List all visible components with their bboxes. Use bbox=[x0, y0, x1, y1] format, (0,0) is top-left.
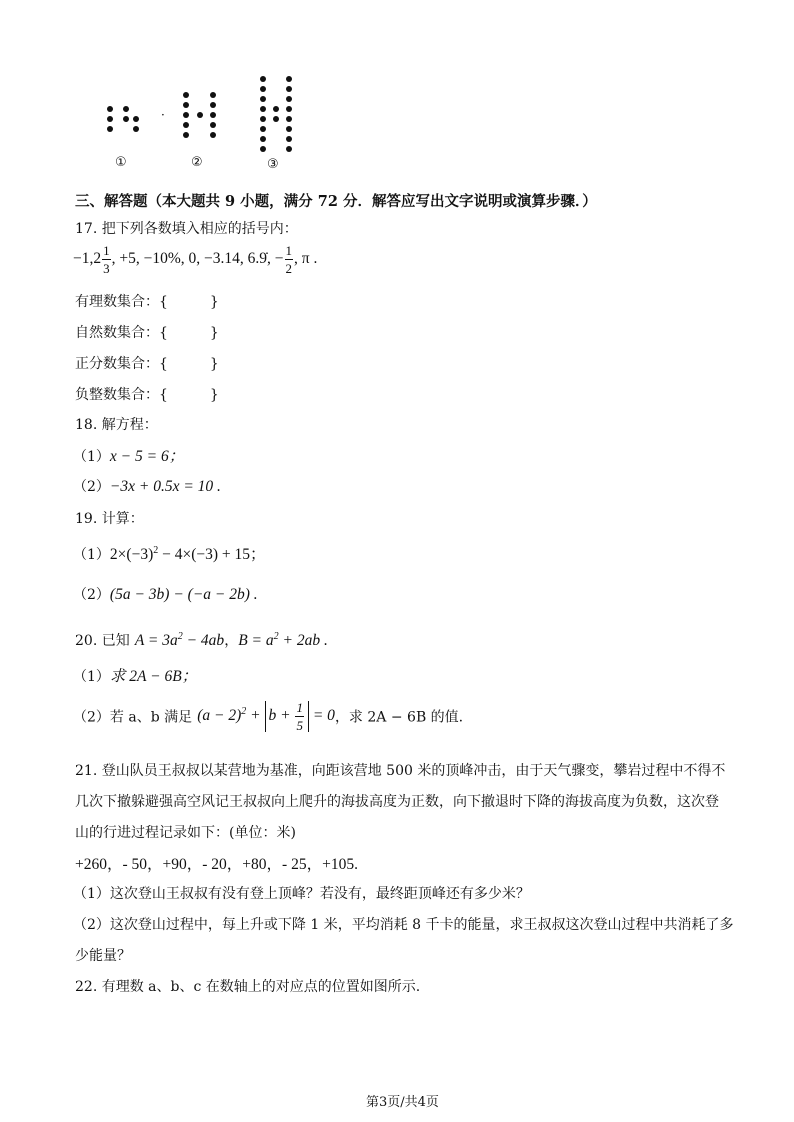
q19-part1: $(1)2\times(-3)^2 - 4\times(-3) + 15$； bbox=[73, 544, 266, 563]
figure-3-dot bbox=[260, 116, 266, 122]
figure-3-dot bbox=[260, 86, 266, 92]
q19-prompt: 19. 计算： bbox=[75, 511, 144, 527]
figure-3-dot bbox=[286, 96, 292, 102]
q17-mixed-whole: 2 bbox=[93, 250, 102, 268]
q21-line3: 山的行进过程记录如下：(单位：米) bbox=[75, 825, 296, 841]
page-footer: 第3页/共4页 bbox=[366, 1095, 439, 1110]
q22-prompt: 22. 有理数 a、b、c 在数轴上的对应点的位置如图所示. bbox=[75, 979, 421, 995]
figure-1-dot bbox=[133, 116, 139, 122]
q20-part2-condition: $(a - 2)^2 + b$ + $\frac{1}{5}$ = 0 bbox=[197, 700, 335, 733]
figure-2-dot bbox=[197, 112, 203, 118]
q19-part1-expr: $2\times(-3)^2 - 4\times(-3) + 15$； bbox=[109, 544, 266, 563]
q20-B-definition: $B = a^2 + 2ab$ . bbox=[238, 630, 328, 649]
figure-3-dot bbox=[286, 86, 292, 92]
section-title: 三、解答题（本大题共 9 小题，满分 72 分．解答应写出文字说明或演算步骤．） bbox=[75, 193, 597, 210]
figure-2-dot bbox=[210, 132, 216, 138]
figure-1-dot bbox=[107, 116, 113, 122]
q19-part2: （2）(5a − 3b) − (−a − 2b) . bbox=[73, 586, 258, 603]
q20-part1-text: 求 2A − 6B； bbox=[109, 668, 198, 685]
q21-part2-line2: 少能量？ bbox=[75, 948, 131, 964]
figure-3-dot bbox=[260, 96, 266, 102]
figure-3-dot bbox=[286, 106, 292, 112]
figure-3-dot bbox=[273, 106, 279, 112]
q17-prompt: 17. 把下列各数填入相应的括号内： bbox=[75, 221, 298, 237]
figure-3-dot bbox=[286, 76, 292, 82]
q17-numbers-b: , +5, −10%, 0, −3.14, 6.9̇, − bbox=[111, 250, 284, 268]
figure-3-dot bbox=[260, 136, 266, 142]
figure-label-2: ② bbox=[191, 155, 203, 170]
figure-2-dot bbox=[183, 92, 189, 98]
q17-half-fraction: $\frac{1}{2}$ bbox=[285, 243, 293, 276]
q18-part2: （2）−3x + 0.5x = 10 . bbox=[73, 478, 221, 495]
q20-part1: （1）求 2A − 6B； bbox=[73, 668, 198, 685]
q20-prompt: 20. 已知 $A = 3a^2 - 4ab$，$B = a^2 + 2ab$ . bbox=[75, 630, 328, 649]
q17-number-list bbox=[73, 244, 317, 275]
q20-part2: （2）若 a、b 满足 $(a - 2)^2 + b$ + $\frac{1}{5}$ = 0，求 2A − 6B 的值. bbox=[73, 700, 464, 733]
figure-1-dot bbox=[107, 126, 113, 132]
q17-set-positive-fraction: 正分数集合：{ } bbox=[75, 356, 219, 372]
figure-3-dot bbox=[273, 116, 279, 122]
figure-2-dot bbox=[183, 122, 189, 128]
figure-1-dot bbox=[133, 126, 139, 132]
figure-3-dot bbox=[260, 106, 266, 112]
figure-1-dot bbox=[123, 106, 129, 112]
figure-2-dot bbox=[210, 112, 216, 118]
figure-3-dot bbox=[286, 146, 292, 152]
q17-set-natural: 自然数集合：{ } bbox=[75, 325, 219, 341]
figure-1-dot bbox=[107, 106, 113, 112]
q17-numbers-c: , π . bbox=[294, 250, 318, 268]
q19-part2-expr: (5a − 3b) − (−a − 2b) . bbox=[109, 586, 258, 603]
figure-3-dot bbox=[260, 146, 266, 152]
q21-part2-line1: （2）这次登山过程中，每上升或下降 1 米，平均消耗 8 千卡的能量，求王叔叔这次登山过程中共消耗了多 bbox=[73, 917, 734, 933]
figure-3-dot bbox=[286, 136, 292, 142]
q21-part1: （1）这次登山王叔叔有没有登上顶峰？若没有，最终距顶峰还有多少米？ bbox=[73, 886, 530, 902]
figure-2-dot bbox=[183, 132, 189, 138]
q18-prompt: 18. 解方程： bbox=[75, 417, 158, 433]
q17-mixed-fraction: $\frac{1}{3}$ bbox=[103, 243, 110, 276]
q21-line1: 21. 登山队员王叔叔以某营地为基准，向距该营地 500 米的顶峰冲击，由于天气骤变，攀岩过程中不得不 bbox=[75, 763, 726, 779]
figure-3-dot bbox=[286, 126, 292, 132]
q18-part2-expr: −3x + 0.5x = 10 . bbox=[109, 478, 221, 495]
q20-A-definition: $A = 3a^2 - 4ab$ bbox=[134, 630, 225, 649]
figure-1-dot bbox=[123, 116, 129, 122]
absolute-value-bars: b + $\frac{1}{5}$ bbox=[265, 701, 309, 732]
figure-label-1: ① bbox=[115, 155, 127, 170]
figure-2-dot bbox=[183, 112, 189, 118]
figure-2-dot bbox=[210, 122, 216, 128]
q21-records: +260，- 50，+90，- 20，+80，- 25，+105. bbox=[75, 856, 358, 873]
figure-2-dot bbox=[210, 102, 216, 108]
q21-line2: 几次下撤躲避强高空风记王叔叔向上爬升的海拔高度为正数，向下撤退时下降的海拔高度为负数，这次登 bbox=[75, 794, 719, 810]
figure-label-3: ③ bbox=[267, 157, 279, 172]
q17-set-negative-integer: 负整数集合：{ } bbox=[75, 387, 219, 403]
figure-3-dot bbox=[286, 116, 292, 122]
q18-part1: （1）x − 5 = 6； bbox=[73, 448, 185, 465]
figure-separator: · bbox=[161, 108, 165, 122]
q17-set-rational: 有理数集合：{ } bbox=[75, 294, 219, 310]
q18-part1-expr: x − 5 = 6； bbox=[109, 448, 185, 465]
figure-2-dot bbox=[210, 92, 216, 98]
q17-numbers-a: −1, bbox=[73, 250, 94, 268]
figure-2-dot bbox=[183, 102, 189, 108]
figure-3-dot bbox=[260, 126, 266, 132]
figure-3-dot bbox=[260, 76, 266, 82]
